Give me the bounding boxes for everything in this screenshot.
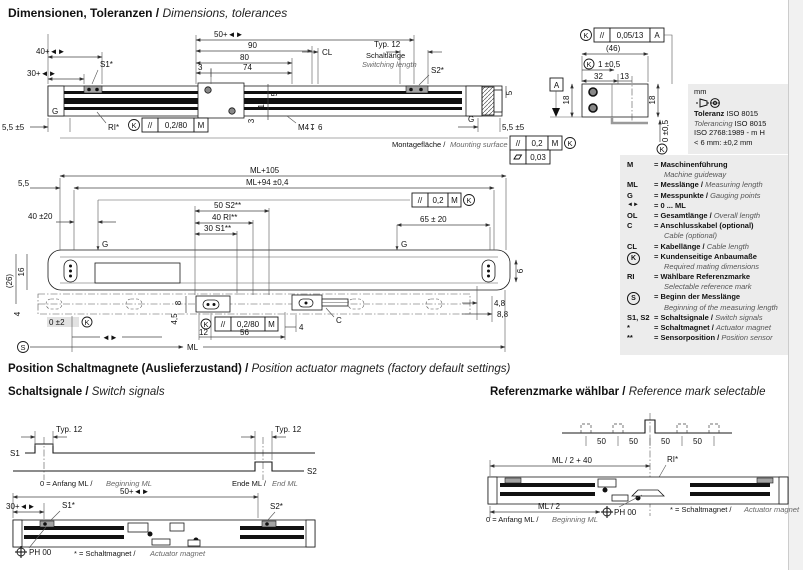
dim-ml2: ML / 2 <box>538 502 560 511</box>
dim-26: (26) <box>5 273 14 289</box>
label-ph00-right: PH 00 <box>614 508 637 517</box>
position-symbol-icon <box>15 546 27 558</box>
dim-50-a: 50 <box>597 437 606 446</box>
small-dim-tolerance-line: < 6 mm: ±0,2 mm <box>694 138 753 147</box>
svg-text:K: K <box>659 145 665 154</box>
legend-item-G: G = Messpunkte / Gauging points <box>627 190 761 200</box>
label-s1: S1* <box>100 60 113 69</box>
legend-item-C: C = Anschlusskabel (optional) Cable (optional) <box>627 221 754 241</box>
label-mounting-surface-de: Montagefläche / <box>392 140 446 149</box>
tol-frame2-value: 0,2 <box>531 139 543 148</box>
label-ph00: PH 00 <box>29 548 52 557</box>
top-side-view-drawing <box>2 30 576 164</box>
dim-ml94: ML+94 ±0,4 <box>246 178 289 187</box>
dim-40plus: 40+◄► <box>36 47 66 56</box>
dim-30-s1: 30 S1** <box>204 224 232 233</box>
tol-frame-mid-datum: M <box>451 196 458 205</box>
tolerance-line-en: Tolerancing ISO 8015 <box>694 118 767 128</box>
signal-s2-label: S2 <box>307 467 317 476</box>
label-actuator-magnet-en: Actuator magnet <box>150 549 206 558</box>
label-s2-rail: S2* <box>270 502 283 511</box>
tolerance-line-de: Toleranz ISO 8015 <box>694 108 759 118</box>
legend-item-RI: RI = Wählbare Referenzmarke Selectable reference mark <box>627 272 752 292</box>
label-actuator-magnet-right-en: Actuator magnet <box>744 505 800 514</box>
dim-30plus-rail: 30+◄► <box>6 502 36 511</box>
label-actuator-magnet-right-de: * = Schaltmagnet / <box>670 505 732 514</box>
dim-1: 1 ±0,5 <box>598 60 621 69</box>
tol-frame-foot-datum: M <box>268 320 275 329</box>
label-beginning-ml-en: Beginning ML <box>106 479 152 488</box>
dim-4-right: 4 <box>299 323 304 332</box>
page-title-de: Dimensionen, Toleranzen / <box>8 6 160 20</box>
label-switching-length: Switching length <box>362 60 417 69</box>
dim-88: 8,8 <box>497 310 509 319</box>
label-actuator-magnet-de: * = Schaltmagnet / <box>74 549 136 558</box>
dim-40-20: 40 ±20 <box>28 212 53 221</box>
svg-text:K: K <box>466 196 472 205</box>
dim-0-2: 0 ±2 <box>49 318 65 327</box>
label-ri-rail: RI* <box>667 455 679 464</box>
dim-80: 80 <box>240 53 249 62</box>
dim-6: 6 <box>516 268 525 274</box>
dim-v12: 12 <box>257 99 266 109</box>
switch-signal-diagram <box>10 425 317 488</box>
section-actuator-en: Position actuator magnets (factory default settings) <box>251 363 511 375</box>
label-end-ml-de: Ende ML / <box>232 479 266 488</box>
svg-text:K: K <box>84 318 90 327</box>
dim-56: 56 <box>240 328 249 337</box>
legend-item-star: * = Schaltmagnet / Actuator magnet <box>627 323 771 332</box>
legend-item-doublestar: ** = Sensorposition / Position sensor <box>627 333 773 343</box>
tol-frame-end-symbol: // <box>599 31 605 40</box>
span-arrow-icon: ◄► <box>627 201 639 208</box>
dim-8: 8 <box>174 300 183 306</box>
gauging-point-left: G <box>52 107 59 116</box>
end-view-drawing <box>550 28 672 154</box>
iso-line: ISO 2768:1989 - m H <box>694 128 765 138</box>
tol-frame2-symbol: // <box>515 139 521 148</box>
dim-50plus-rail: 50+◄► <box>120 487 150 496</box>
dim-48: 4,8 <box>494 299 506 308</box>
circled-k-icon: K <box>627 252 640 265</box>
label-beginning-ml-de: 0 = Anfang ML / <box>40 479 93 488</box>
legend-item-S1S2: S1, S2 = Schaltsignale / Switch signals <box>627 312 763 322</box>
tol-frame3-value: 0,03 <box>530 153 546 162</box>
dim-13: 13 <box>620 72 629 81</box>
dim-typ12-right: Typ. 12 <box>275 425 302 434</box>
svg-text:K: K <box>586 60 592 69</box>
svg-text:K: K <box>583 31 589 40</box>
dim-ml105: ML+105 <box>250 166 280 175</box>
dim-50-s2: 50 S2** <box>214 201 242 210</box>
tol-frame-end-value: 0,05/13 <box>616 31 644 40</box>
dim-v5: 5 <box>270 91 279 97</box>
circled-s-icon: S <box>627 292 640 305</box>
dim-12: 12 <box>199 328 208 337</box>
dim-45: 4,5 <box>170 313 179 325</box>
dim-typ12-left: Typ. 12 <box>56 425 83 434</box>
tol-frame-mid-symbol: // <box>417 196 423 205</box>
dim-typ12: Typ. 12 <box>374 40 401 49</box>
dim-3: 3 <box>198 63 203 72</box>
tol-frame-foot-symbol: // <box>220 320 226 329</box>
section-refmark-de: Referenzmarke wählbar / <box>490 386 626 398</box>
dim-90: 90 <box>248 41 257 50</box>
legend-item-K: K = Kundenseitige Anbaumaße Required mating dimensions <box>627 252 782 272</box>
dim-16: 16 <box>17 267 26 277</box>
tol-frame-mid-value: 0,2 <box>432 196 444 205</box>
dim-18-left: 18 <box>562 95 571 105</box>
gauging-point-mid-right: G <box>401 240 408 249</box>
tol-frame-end-datum: A <box>654 31 660 40</box>
dim-4-left: 4 <box>13 311 22 317</box>
section-signals-de: Schaltsignale / <box>8 386 89 398</box>
dim-50-d: 50 <box>693 437 702 446</box>
label-schaltlaenge: Schaltlänge <box>366 51 406 60</box>
label-s2: S2* <box>431 66 444 75</box>
legend-item-span-arrow: ◄► = 0 ... ML <box>627 200 686 210</box>
tol-frame1-datum: M <box>197 121 205 130</box>
section-refmark-en: Reference mark selectable <box>628 386 766 398</box>
datum-a-label: A <box>553 81 560 90</box>
middle-top-view-drawing <box>5 166 525 353</box>
dim-50plus: 50+◄► <box>214 30 244 39</box>
dim-55-right: 5,5 ±5 <box>502 123 525 132</box>
actuator-magnet-s1 <box>84 86 102 93</box>
tol-frame1-symbol: // <box>147 121 153 130</box>
actuator-magnet-rail-left <box>6 487 315 558</box>
label-end-ml-en: End ML <box>272 479 298 488</box>
section-actuator-de: Position Schaltmagnete (Auslieferzustand) / <box>8 363 249 375</box>
dim-50-c: 50 <box>661 437 670 446</box>
label-beginning-ml-right-de: 0 = Anfang ML / <box>486 515 539 524</box>
dim-ml2-40: ML / 2 + 40 <box>552 456 592 465</box>
dim-65-20: 65 ± 20 <box>420 215 447 224</box>
gauging-point-mid-left: G <box>102 240 109 249</box>
legend-item-OL: OL = Gesamtlänge / Overall length <box>627 210 761 220</box>
page-title-en: Dimensions, tolerances <box>162 6 288 20</box>
dim-ml: ML <box>187 343 199 352</box>
span-arrow-icon: ◄► <box>102 333 118 342</box>
signal-s1-label: S1 <box>10 449 20 458</box>
position-symbol-icon <box>601 506 613 518</box>
legend-item-M: M = Maschinenführung Machine guideway <box>627 160 728 180</box>
dim-cable-length: CL <box>322 48 333 57</box>
dim-32: 32 <box>594 72 603 81</box>
label-ri: RI* <box>108 123 120 132</box>
dim-40-ri: 40 RI** <box>212 213 238 222</box>
svg-text:K: K <box>567 139 573 148</box>
dim-v3: 3 <box>247 118 256 124</box>
dim-30plus: 30+◄► <box>27 69 57 78</box>
label-s1-rail: S1* <box>62 501 75 510</box>
legend-item-CL: CL = Kabellänge / Cable length <box>627 241 749 251</box>
svg-text:K: K <box>131 121 137 130</box>
dim-0-05: 0 ±0,5 <box>661 119 670 143</box>
dim-55-offset: 5,5 <box>18 179 30 188</box>
dim-v5-right: 5 <box>505 90 514 96</box>
section-signals-en: Switch signals <box>91 386 165 398</box>
dim-55-left: 5,5 ±5 <box>2 123 25 132</box>
reference-mark-diagram <box>486 413 800 524</box>
dim-74: 74 <box>243 63 252 72</box>
dim-18-right: 18 <box>648 95 657 105</box>
gauging-point-right: G <box>468 115 475 124</box>
tol-frame-foot-value: 0,2/80 <box>236 320 260 329</box>
label-mounting-surface-en: Mounting surface <box>450 140 508 149</box>
label-beginning-ml-right-en: Beginning ML <box>552 515 598 524</box>
legend-item-ML: ML = Messlänge / Measuring length <box>627 180 763 190</box>
dim-46: (46) <box>606 44 621 53</box>
dim-50-b: 50 <box>629 437 638 446</box>
tol-frame2-datum: M <box>551 139 559 148</box>
svg-text:K: K <box>203 320 209 329</box>
legend-item-S: S = Beginn der Messlänge Beginning of the measuring length <box>627 292 782 312</box>
dim-m4-thread: M4↧ 6 <box>298 123 323 132</box>
svg-text:S: S <box>20 343 26 352</box>
label-cable: C <box>336 316 342 325</box>
unit-label: mm <box>694 87 707 96</box>
tol-frame1-value: 0,2/80 <box>164 121 188 130</box>
